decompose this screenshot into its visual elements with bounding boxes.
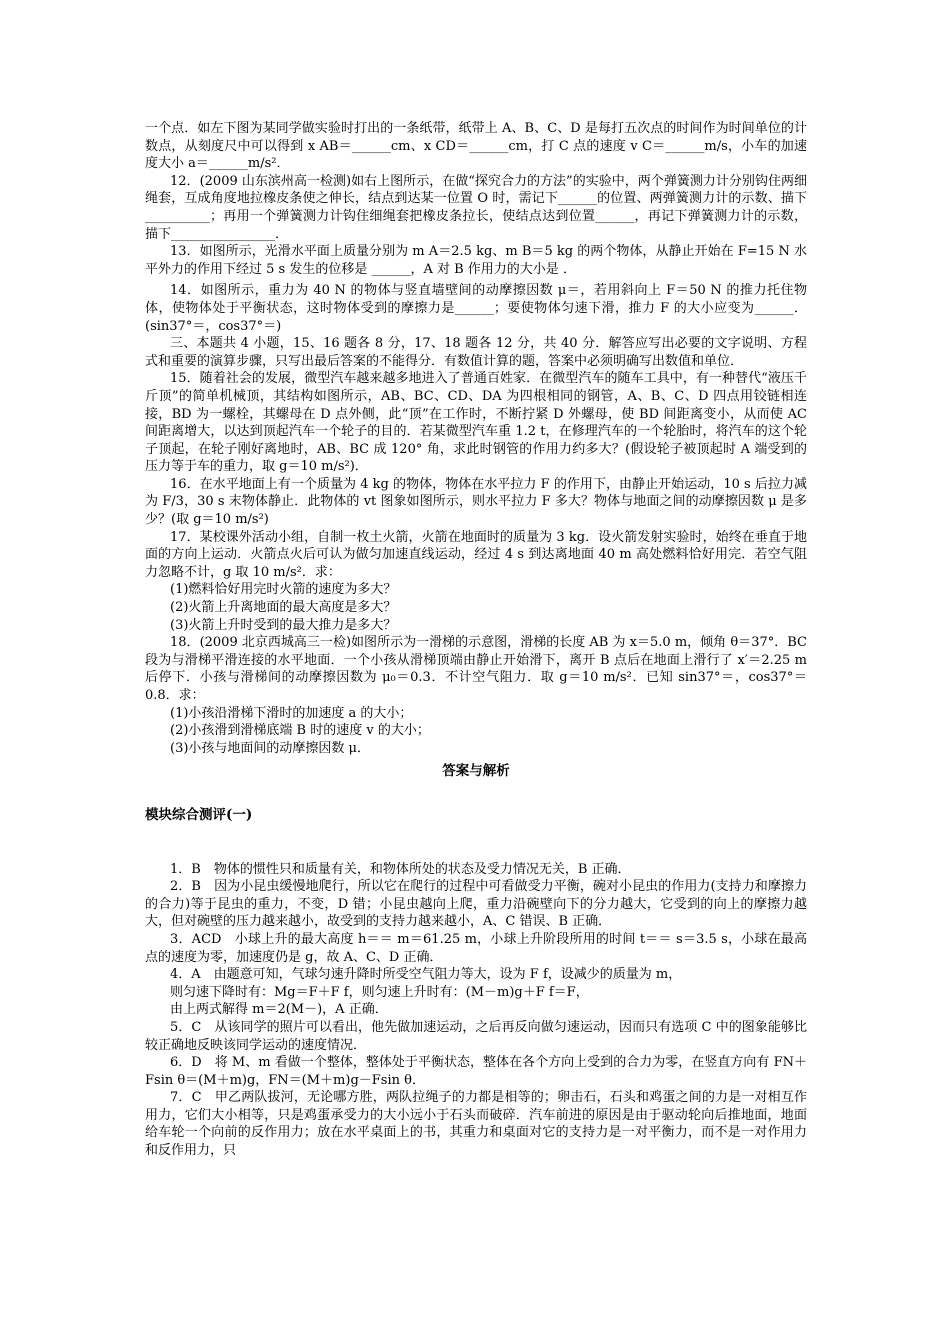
section-title: 模块综合测评(一)	[145, 806, 253, 823]
answers-title: 答案与解析	[442, 763, 510, 780]
q17: 17．某校课外活动小组，自制一枚土火箭，火箭在地面时的质量为 3 kg．设火箭发射实验时，始终在垂直于地面的方向上运动．火箭点火后可认为做匀加速直线运动，经过 4 s 到达离地面 40 m 高处燃料恰好用完．若空气阻力忽略不计，g 取 10 m/s²．求：	[145, 529, 807, 580]
q11-tail: 一个点．如左下图为某同学做实验时打出的一条纸带，纸带上 A、B、C、D 是每打五次点的时间作为时间单位的计数点，从刻度尺中可以得到 x AB＝______cm、x CD＝______cm，打 C 点的速度 v C＝______m/s，小车的加速度大小 a＝______m/s²．	[145, 121, 807, 172]
answer-5: 5．C 从该同学的照片可以看出，他先做加速运动，之后再反向做匀速运动，因而只有选项 C 中的图象能够比较正确地反映该同学运动的速度情况．	[145, 1019, 807, 1053]
q15: 15．随着社会的发展，微型汽车越来越多地进入了普通百姓家．在微型汽车的随车工具中，有一种替代“液压千斤顶”的简单机械顶，其结构如图所示，AB、BC、CD、DA 为四根相同的钢管，A、B、C、D 四点用铰链相连接，BD 为一螺栓，其螺母在 D 点外侧，此“顶”在工作时，不断拧紧 D 外螺母，使 BD 间距离变小，从而使 AC 间距离增大，以达到顶起汽车一个轮子的目的．若某微型汽车重 1.2 t，在修理汽车的一个轮胎时，将汽车的这个轮子顶起，在轮子刚好离地时，AB、BC 成 120° 角，求此时钢管的作用力约多大？(假设轮子被顶起时 A 端受到的压力等于车的重力，取 g＝10 m/s²)．	[145, 371, 807, 475]
q18-part3: (3)小孩与地面间的动摩擦因数 μ．	[170, 740, 370, 756]
q13: 13．如图所示，光滑水平面上质量分别为 m A＝2.5 kg、m B＝5 kg 的两个物体，从静止开始在 F=15 N 水平外力的作用下经过 5 s 发生的位移是 ______，A 对 B 作用力的大小是 ．	[145, 244, 807, 277]
q16: 16．在水平地面上有一个质量为 4 kg 的物体，物体在水平拉力 F 的作用下，由静止开始运动，10 s 后拉力减为 F/3，30 s 末物体静止．此物体的 vt 图象如图所示，则水平拉力 F 多大？物体与地面之间的动摩擦因数 μ 是多少？(取 g＝10 m/s²)	[145, 476, 807, 528]
q17-part3: (3)火箭上升时受到的最大推力是多大？	[170, 617, 397, 633]
q18: 18．(2009 北京西城高三一检)如图所示为一滑梯的示意图，滑梯的长度 AB 为 x＝5.0 m，倾角 θ＝37°．BC 段为与滑梯平滑连接的水平地面．一个小孩从滑梯顶端由静止开始滑下，离开 B 点后在地面上滑行了 x′＝2.25 m 后停下．小孩与滑梯间的动摩擦因数为 μ₀＝0.3．不计空气阻力．取 g＝10 m/s²．已知 sin37°＝，cos37°＝0.8．求：	[145, 635, 807, 703]
q12: 12．(2009 山东滨州高一检测)如右上图所示，在做“探究合力的方法”的实验中，两个弹簧测力计分别钩住两细绳套，互成角度地拉橡皮条使之伸长，结点到达某一位置 O 时，需记下______的位置、两弹簧测力计的示数、描下__________；再用一个弹簧测力计钩住细绳套把橡皮条拉长，使结点达到位置______，再记下弹簧测力计的示数，描下________________．	[145, 173, 807, 242]
answer-4-line2: 由上两式解得 m＝2(M－)，A 正确．	[170, 1002, 388, 1018]
q17-part1: (1)燃料恰好用完时火箭的速度为多大？	[170, 582, 397, 598]
document-page	[145, 120, 807, 1160]
answer-7: 7．C 甲乙两队拔河，无论哪方胜，两队拉绳子的力都是相等的；卵击石，石头和鸡蛋之间的力是一对相互作用力，它们大小相等，只是鸡蛋承受力的大小远小于石头而破碎．汽车前进的原因是由于驱动轮向后推地面，地面给车轮一个向前的反作用力；放在水平桌面上的书，其重力和桌面对它的支持力是一对平衡力，而不是一对作用力和反作用力，只	[145, 1090, 807, 1159]
answer-3: 3．ACD 小球上升的最大高度 h＝＝ m＝61.25 m，小球上升阶段所用的时间 t＝＝ s＝3.5 s，小球在最高点的速度为零，加速度仍是 g，故 A、C、D 正确．	[145, 931, 807, 965]
answer-2: 2．B 因为小昆虫缓慢地爬行，所以它在爬行的过程中可看做受力平衡，碗对小昆虫的作用力(支持力和摩擦力的合力)等于昆虫的重力，不变，D 错；小昆虫越向上爬，重力沿碗壁向下的分力越大，它受到的向上的摩擦力越大，但对碗壁的压力越来越小，故受到的支持力越来越小，A、C 错误、B 正确．	[145, 879, 807, 930]
answer-4-line1: 则匀速下降时有：Mg＝F＋F f，则匀速上升时有：(M－m)g＋F f＝F，	[170, 984, 589, 1000]
answer-1: 1．B 物体的惯性只和质量有关，和物体所处的状态及受力情况无关，B 正确．	[170, 861, 631, 877]
answer-4: 4．A 由题意可知，气球匀速升降时所受空气阻力等大，设为 F f，设减少的质量为 m，	[170, 967, 682, 983]
q18-part1: (1)小孩沿滑梯下滑时的加速度 a 的大小；	[170, 705, 413, 721]
q18-part2: (2)小孩滑到滑梯底端 B 时的速度 v 的大小；	[170, 723, 430, 739]
q14: 14．如图所示，重力为 40 N 的物体与竖直墙壁间的动摩擦因数 μ＝，若用斜向上 F＝50 N 的推力托住物体，使物体处于平衡状态，这时物体受到的摩擦力是______；要使物体匀速下滑，推力 F 的大小应变为______．(sin37°＝，cos37°＝)	[145, 283, 807, 334]
q17-part2: (2)火箭上升离地面的最大高度是多大？	[170, 600, 397, 616]
answer-6: 6．D 将 M、m 看做一个整体，整体处于平衡状态，整体在各个方向上受到的合力为零，在竖直方向有 FN＋Fsin θ＝(M＋m)g，FN＝(M＋m)g－Fsin θ．	[145, 1055, 807, 1088]
section-three-instructions: 三、本题共 4 小题，15、16 题各 8 分，17、18 题各 12 分，共 40 分．解答应写出必要的文字说明、方程式和重要的演算步骤，只写出最后答案的不能得分．有数值计算的题，答案中必须明确写出数值和单位．	[145, 336, 807, 369]
